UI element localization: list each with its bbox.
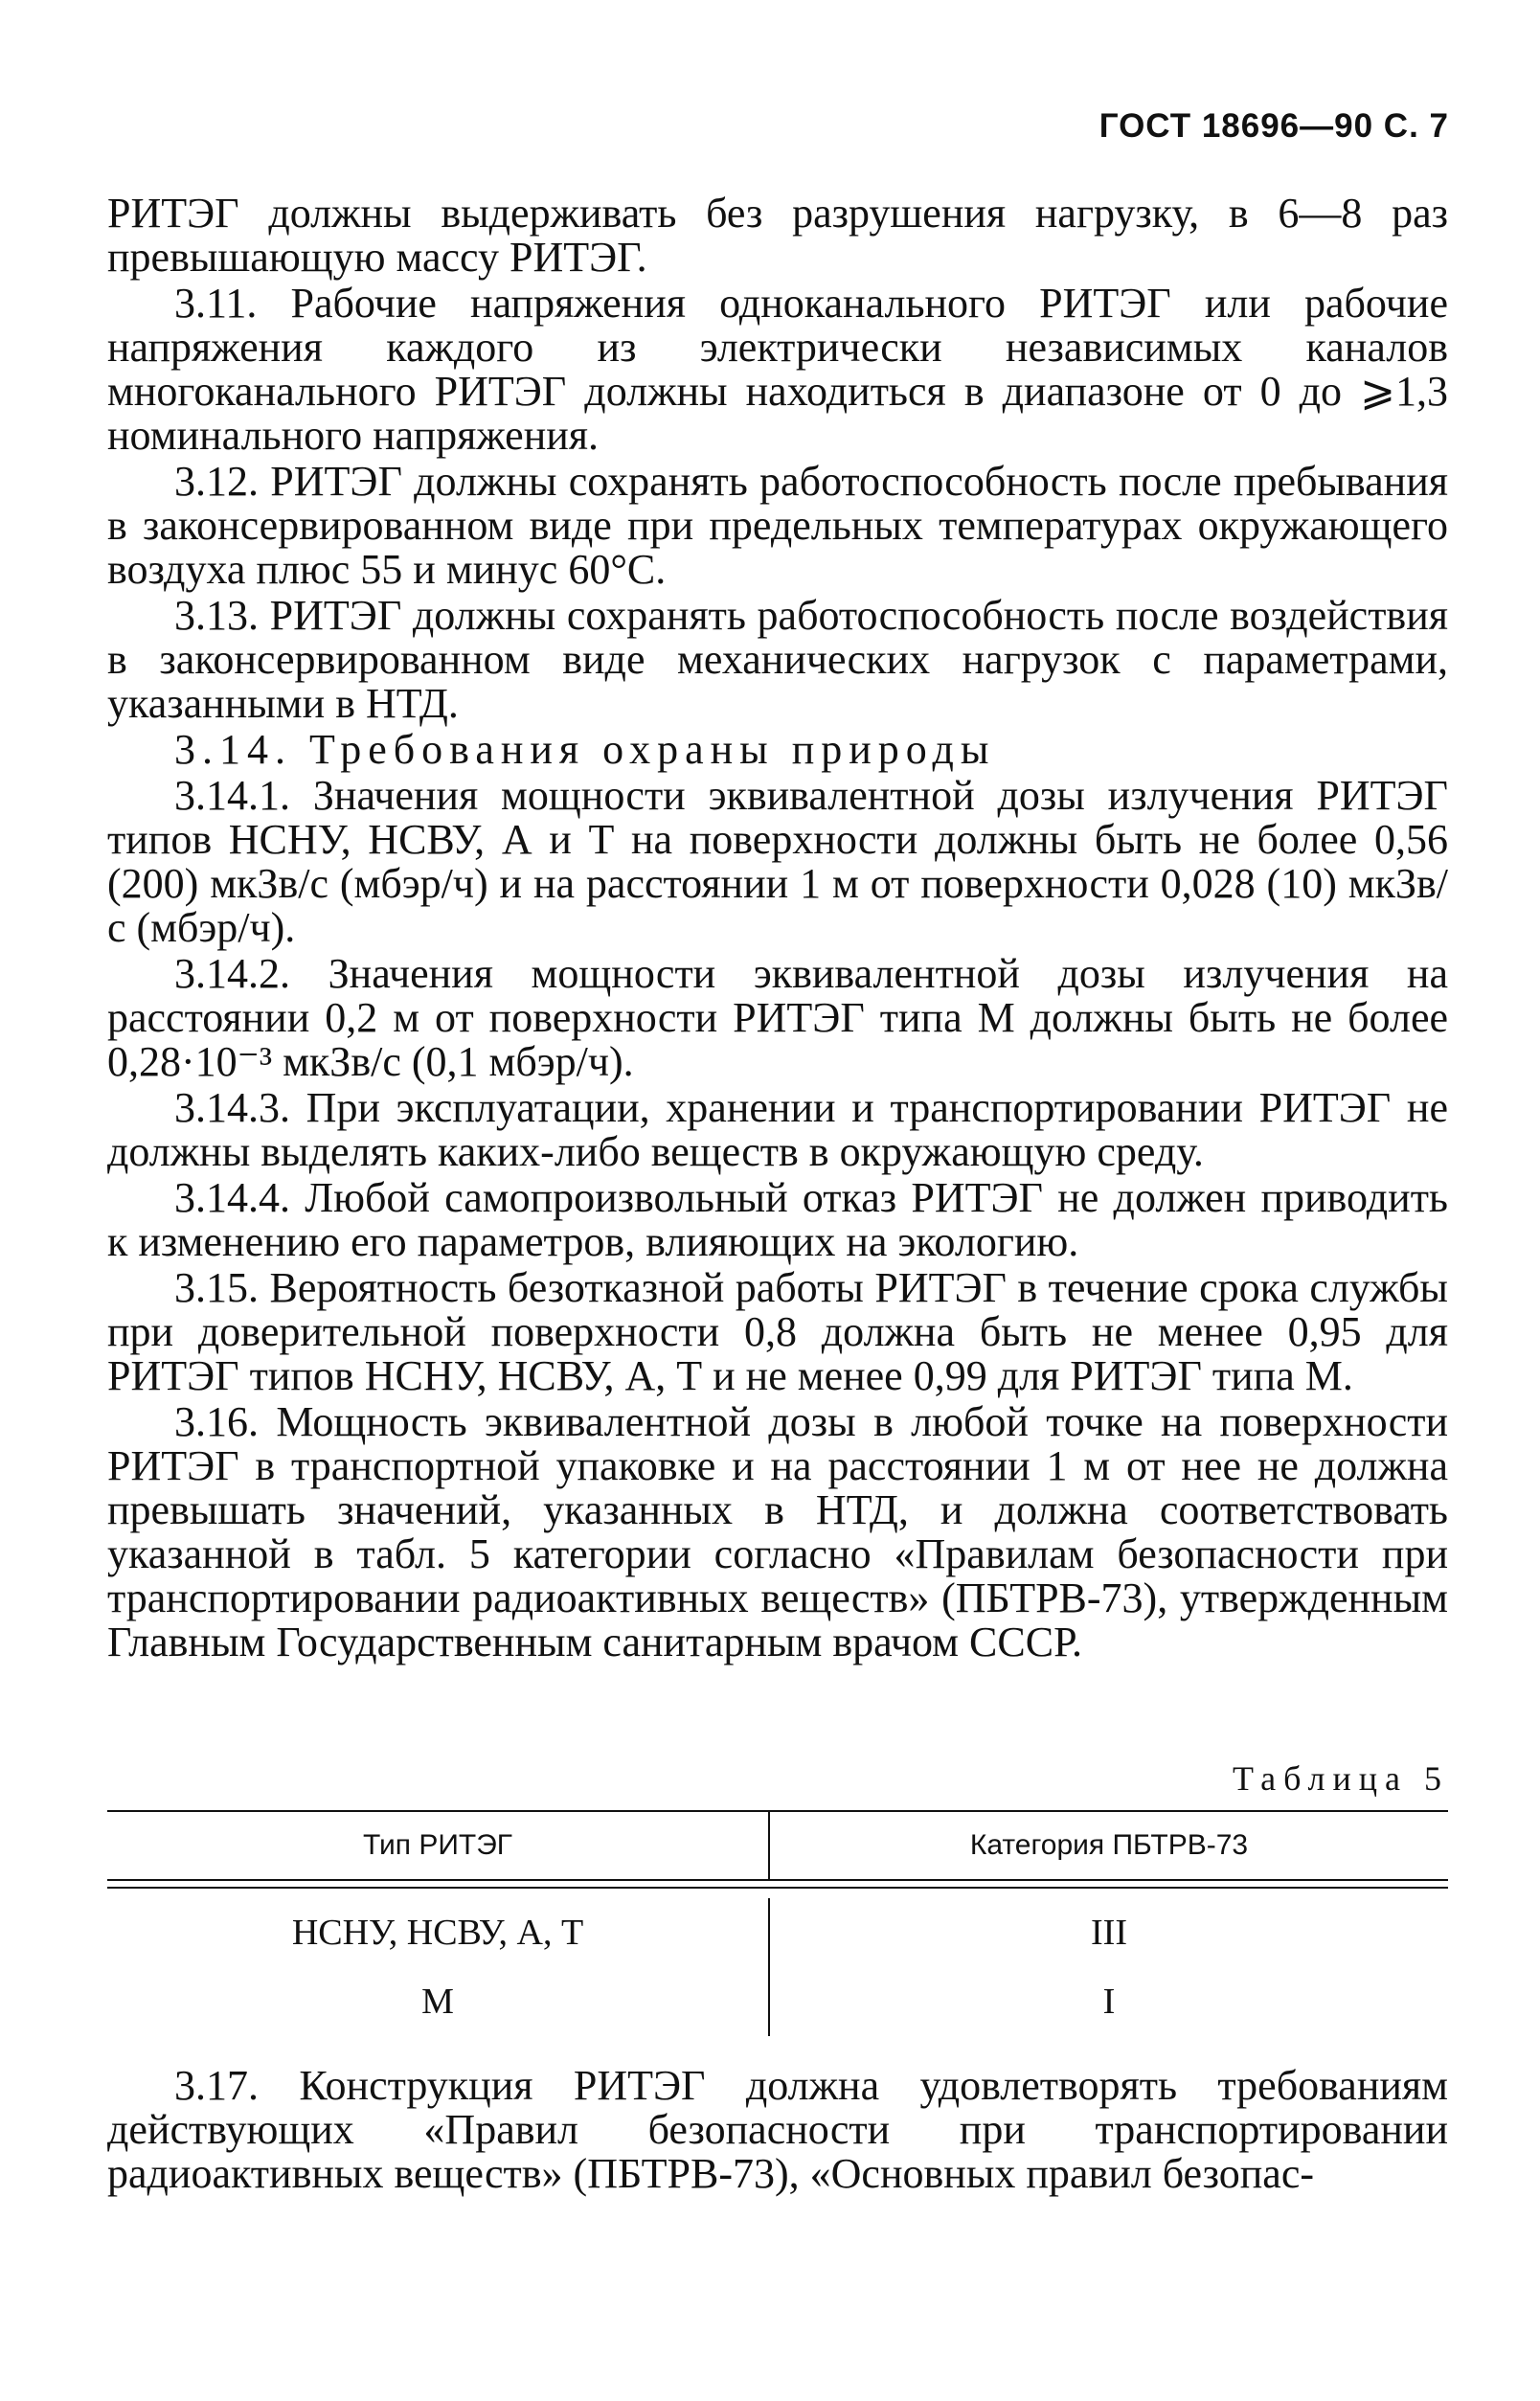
table-row <box>107 1898 1448 1967</box>
section-heading: 3.14. Требования охраны природы <box>174 726 996 773</box>
table-cell: М <box>421 1982 454 2022</box>
table-header-rule <box>107 1879 1448 1889</box>
paragraph: 3.11. Рабочие напряжения одноканального РИТЭГ или рабочие напряжения каждого из электрически независимых каналов многоканального РИТЭГ должны находиться в диапазоне от 0 до ⩾1,3 номинального напряжения. <box>107 280 1448 459</box>
paragraph: РИТЭГ должны выдерживать без разрушения нагрузку, в 6—8 раз превышающую массу РИТЭГ. <box>107 190 1448 281</box>
paragraph: 3.13. РИТЭГ должны сохранять работоспособность после воздействия в законсервированном виде механических нагрузок с параметрами, указанными в НТД. <box>107 592 1448 727</box>
table-header-cell: Тип РИТЭГ <box>362 1829 513 1861</box>
table-caption: Таблица 5 <box>1233 1759 1449 1798</box>
paragraph: 3.14.4. Любой самопроизвольный отказ РИТЭГ не должен приводить к изменению его параметров, влияющих на экологию. <box>107 1174 1448 1265</box>
table-cell: I <box>768 1967 1448 2036</box>
page-header: ГОСТ 18696—90 С. 7 <box>1098 107 1449 145</box>
table-cell: III <box>768 1898 1448 1967</box>
paragraph: 3.17. Конструкция РИТЭГ должна удовлетворять требованиям действующих «Правил безопасности при транспортировании радиоактивных веществ» (ПБТРВ-73), «Основных правил безопас- <box>107 2062 1448 2197</box>
table-row <box>107 1967 1448 2036</box>
table-5 <box>107 1810 1448 2036</box>
table-header-cell: Категория ПБТРВ-73 <box>768 1812 1448 1879</box>
after-table-text <box>107 2064 1448 2196</box>
table-header-row <box>107 1812 1448 1879</box>
paragraph: 3.14.2. Значения мощности эквивалентной дозы излучения на расстоянии 0,2 м от поверхности РИТЭГ типа М должны быть не более 0,28·10⁻³ мкЗв/с (0,1 мбэр/ч). <box>107 950 1448 1085</box>
body-text <box>107 192 1448 1666</box>
table-body <box>107 1889 1448 2036</box>
paragraph: 3.14.1. Значения мощности эквивалентной дозы излучения РИТЭГ типов НСНУ, НСВУ, А и Т на поверхности должны быть не более 0,56 (200) мкЗв/с (мбэр/ч) и на расстоянии 1 м от поверхности 0,028 (10) мкЗв/с (мбэр/ч). <box>107 772 1448 951</box>
paragraph: 3.15. Вероятность безотказной работы РИТЭГ в течение срока службы при доверительной поверхности 0,8 должна быть не менее 0,95 для РИТЭГ типов НСНУ, НСВУ, А, Т и не менее 0,99 для РИТЭГ типа М. <box>107 1264 1448 1399</box>
paragraph: 3.12. РИТЭГ должны сохранять работоспособность после пребывания в законсервированном виде при предельных температурах окружающего воздуха плюс 55 и минус 60°С. <box>107 458 1448 593</box>
table-cell: НСНУ, НСВУ, А, Т <box>291 1913 584 1953</box>
paragraph: 3.14.3. При эксплуатации, хранении и транспортировании РИТЭГ не должны выделять каких-либо веществ в окружающую среду. <box>107 1084 1448 1175</box>
paragraph: 3.16. Мощность эквивалентной дозы в любой точке на поверхности РИТЭГ в транспортной упаковке и на расстоянии 1 м от нее не должна превышать значений, указанных в НТД, и должна соответствовать указанной в табл. 5 категории согласно «Правилам безопасности при транспортировании радиоактивных веществ» (ПБТРВ-73), утвержденным Главным Государственным санитарным врачом СССР. <box>107 1398 1448 1665</box>
